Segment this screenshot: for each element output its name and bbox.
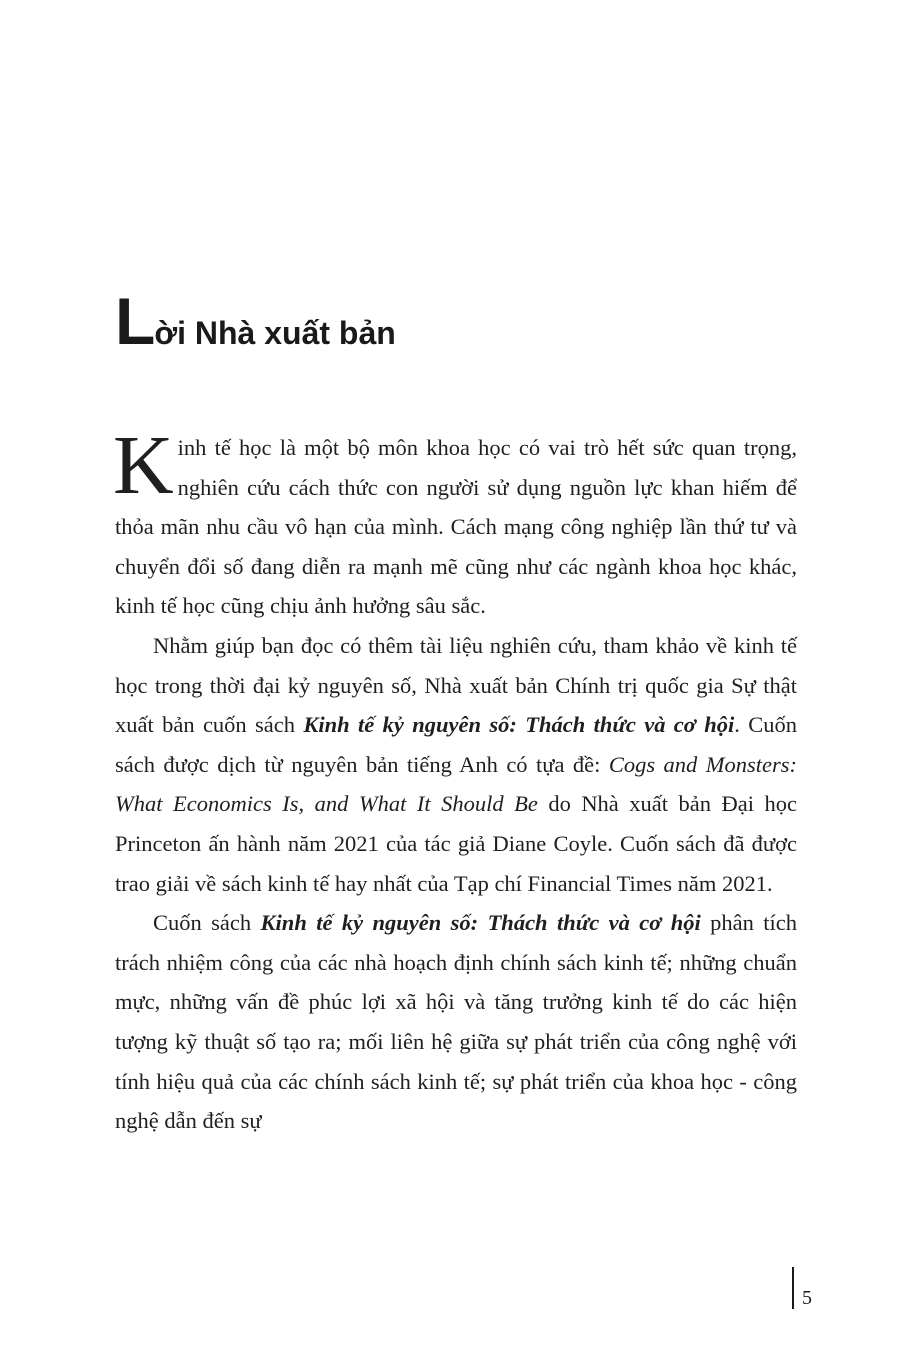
paragraph-1-text: inh tế học là một bộ môn khoa học có vai trò hết sức quan trọng, nghiên cứu cách thức con người sử dụng nguồn lực khan hiếm để thỏa mãn nhu cầu vô hạn của mình. Cách mạng công nghiệp lần thứ tư và chuyển đổi số đang diễn ra mạnh mẽ cũng như các ngành khoa học khác, kinh tế học cũng chịu ảnh hưởng sâu sắc. xyxy=(115,435,797,619)
paragraph-3-part2: phân tích trách nhiệm công của các nhà hoạch định chính sách kinh tế; những chuẩn mực, những vấn đề phúc lợi xã hội và tăng trưởng kinh tế do các hiện tượng kỹ thuật số tạo ra; mối liên hệ giữa sự phát triển của công nghệ với tính hiệu quả của các chính sách kinh tế; sự phát triển của khoa học - công nghệ dẫn đến sự xyxy=(115,910,797,1134)
page-number-rule xyxy=(792,1267,794,1309)
book-title-vietnamese-2: Kinh tế kỷ nguyên số: Thách thức và cơ hội xyxy=(260,910,701,936)
title-rest: ời Nhà xuất bản xyxy=(154,315,396,351)
paragraph-2-part3: do Nhà xuất bản Đại học Princeton ấn hành năm 2021 của tác giả Diane Coyle. Cuốn sách đã được trao giải về sách kinh tế hay nhất của Tạp chí Financial Times năm 2021. xyxy=(115,791,797,896)
page-title xyxy=(115,284,396,358)
book-title-vietnamese: Kinh tế kỷ nguyên số: Thách thức và cơ hội xyxy=(303,712,735,738)
paragraph-2-part1: Nhằm giúp bạn đọc có thêm tài liệu nghiên cứu, tham khảo về kinh tế học trong thời đại kỷ nguyên số, Nhà xuất bản Chính trị quốc gia Sự thật xuất bản cuốn sách xyxy=(115,632,797,738)
paragraph-3-part1: Cuốn sách xyxy=(153,910,261,936)
page-number: 5 xyxy=(802,1287,812,1309)
title-initial: L xyxy=(115,284,155,358)
body-text xyxy=(113,419,797,1141)
drop-cap: K xyxy=(113,419,174,512)
paragraph-2 xyxy=(115,626,797,903)
book-title-original: Cogs and Monsters: What Economics Is, and What It Should Be xyxy=(115,751,797,817)
paragraph-2-part2: . Cuốn sách được dịch từ nguyên bản tiếng Anh có tựa đề: xyxy=(115,712,797,777)
paragraph-3 xyxy=(115,903,797,1141)
paragraph-1 xyxy=(113,419,797,626)
